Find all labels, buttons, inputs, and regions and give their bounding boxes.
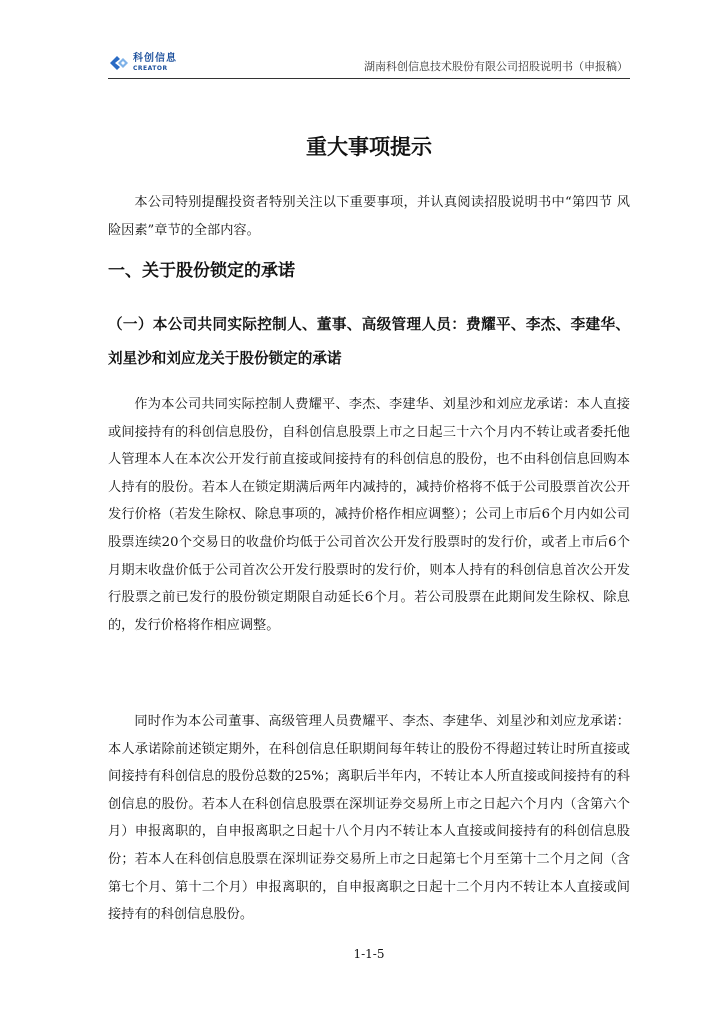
logo-chinese-name: 科创信息 [133, 53, 177, 64]
logo-mark-icon [108, 53, 130, 73]
page-title: 重大事项提示 [306, 135, 432, 159]
body-paragraph: 同时作为本公司董事、高级管理人员费耀平、李杰、李建华、刘星沙和刘应龙承诺：本人承诺除前述锁定期外，在科创信息任职期间每年转让的股份不得超过转让时所直接或间接持有科创信息的股份总数的25%；离职后半年内，不转让本人所直接或间接持有的科创信息的股份。若本人在科创信息股票在深圳证券交易所上市之日起六个月内（含第六个月）申报离职的，自申报离职之日起十八个月内不转让本人直接或间接持有的科创信息股份；若本人在科创信息股票在深圳证券交易所上市之日起第七个月至第十二个月之间（含第七个月、第十二个月）申报离职的，自申报离职之日起十二个月内不转让本人直接或间接持有的科创信息股份。 [108, 714, 630, 923]
page-header [108, 48, 630, 79]
logo-english-name: CREATOR [133, 65, 168, 72]
body-paragraph: 作为本公司共同实际控制人费耀平、李杰、李建华、刘星沙和刘应龙承诺：本人直接或间接持有的科创信息股份，自科创信息股票上市之日起三十六个月内不转让或者委托他人管理本人在本次公开发行前直接或间接持有的科创信息的股份，也不由科创信息回购本人持有的股份。若本人在锁定期满后两年内减持的，减持价格将不低于公司股票首次公开发行价格（若发生除权、除息事项的，减持价格作相应调整）；公司上市后6个月内如公司股票连续20个交易日的收盘价均低于公司首次公开发行股票时的发行价，或者上市后6个月期末收盘价低于公司首次公开发行股票时的发行价，则本人持有的科创信息首次公开发行股票之前已发行的股份锁定期限自动延长6个月。若公司股票在此期间发生除权、除息的，发行价格将作相应调整。 [108, 397, 630, 633]
document-title: 湖南科创信息技术股份有限公司招股说明书（申报稿） [364, 60, 628, 73]
page-number: 1-1-5 [353, 947, 385, 961]
section-heading: 一、关于股份锁定的承诺 [108, 261, 295, 281]
section-subheading: （一）本公司共同实际控制人、董事、高级管理人员：费耀平、李杰、李建华、刘星沙和刘应龙关于股份锁定的承诺 [108, 316, 630, 367]
company-logo [108, 52, 186, 74]
intro-paragraph: 本公司特别提醒投资者特别关注以下重要事项，并认真阅读招股说明书中“第四节 风险因素”章节的全部内容。 [108, 195, 630, 238]
